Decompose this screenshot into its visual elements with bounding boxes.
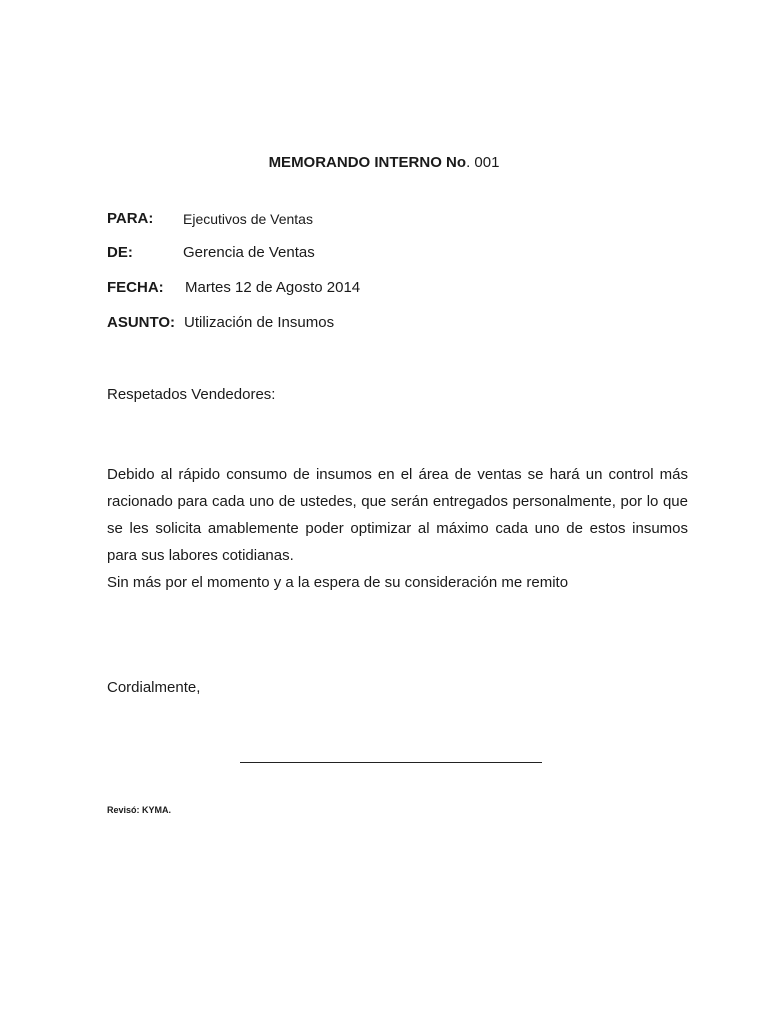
closing: Cordialmente, <box>107 679 201 696</box>
asunto-label: ASUNTO: <box>107 314 176 331</box>
greeting: Respetados Vendedores: <box>107 386 276 403</box>
para-value: Ejecutivos de Ventas <box>183 211 313 227</box>
de-value: Gerencia de Ventas <box>183 244 315 261</box>
fecha-label: FECHA: <box>107 279 164 296</box>
memo-title-text: MEMORANDO INTERNO No <box>268 154 467 171</box>
reviewed-by: Revisó: KYMA. <box>107 805 172 815</box>
signature-line <box>240 762 542 763</box>
de-label: DE: <box>107 244 133 261</box>
memo-number: . 001 <box>466 154 500 171</box>
asunto-value: Utilización de Insumos <box>184 314 335 331</box>
fecha-value: Martes 12 de Agosto 2014 <box>185 279 361 296</box>
memo-body <box>107 461 688 596</box>
para-label: PARA: <box>107 210 154 227</box>
memo-title <box>0 154 768 171</box>
body-closing-line: Sin más por el momento y a la espera de su consideración me remito <box>107 574 569 591</box>
body-paragraph: Debido al rápido consumo de insumos en el área de ventas se hará un control más racionado para cada uno de ustedes, que serán entregados personalmente, por lo que se les solicita amablemente poder optimizar al máximo cada uno de estos insumos para sus labores cotidianas. <box>107 466 688 564</box>
